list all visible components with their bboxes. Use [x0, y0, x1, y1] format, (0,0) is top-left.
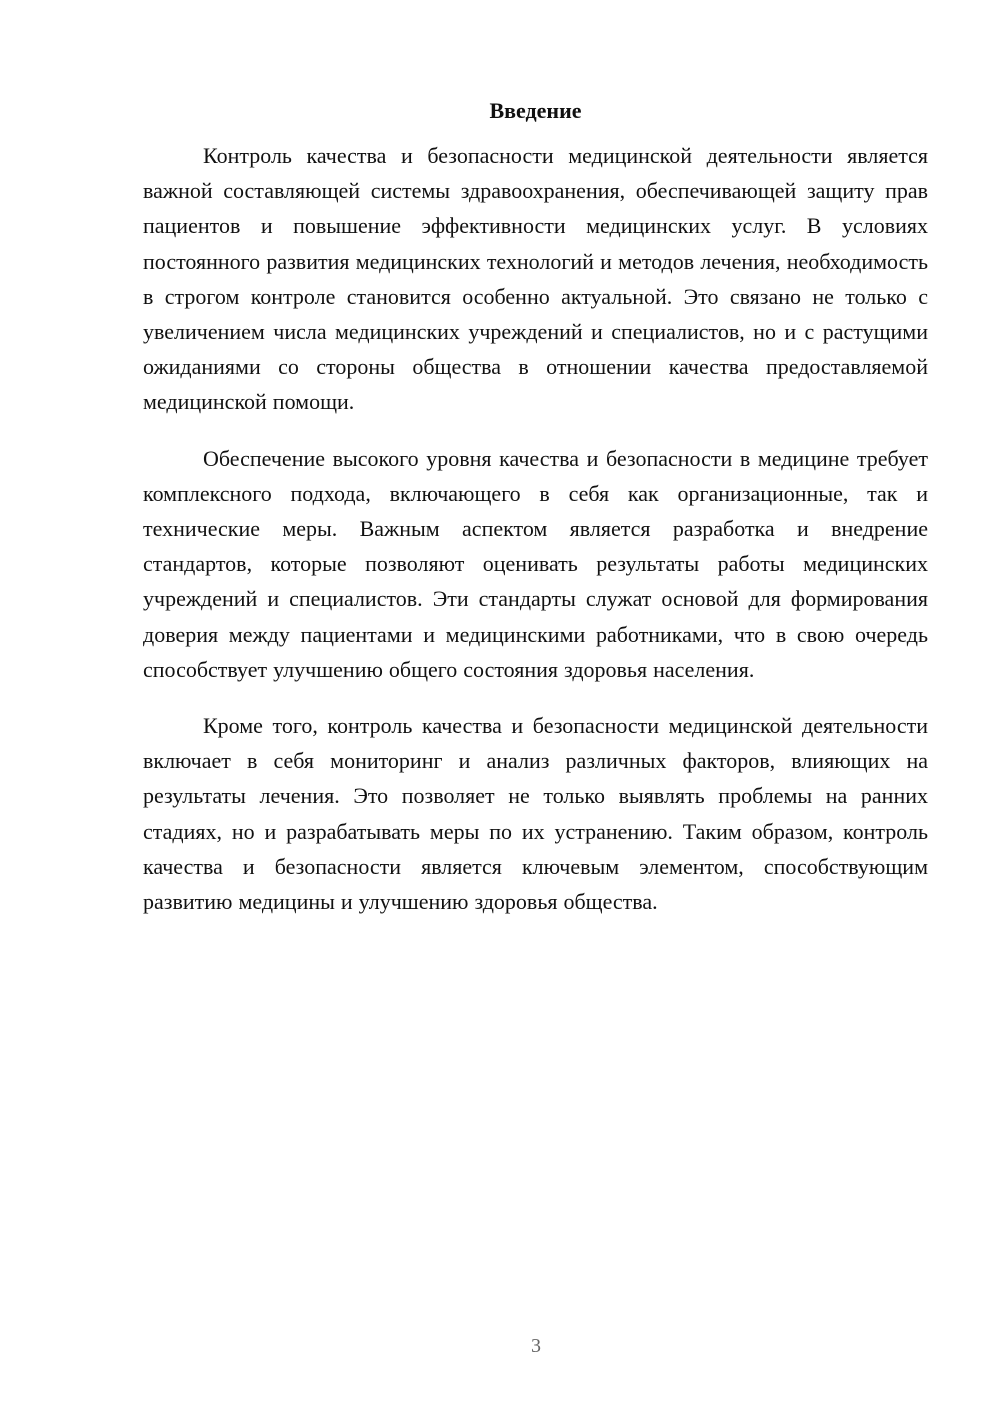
paragraph-1: Контроль качества и безопасности медицинской деятельности является важной составляющей системы здравоохранения, обеспечивающей защиту прав пациентов и повышение эффективности медицинских услуг. В условиях постоянного развития медицинских технологий и методов лечения, необходимость в строгом контроле становится особенно актуальной. Это связано не только с увеличением числа медицинских учреждений и специалистов, но и с растущими ожиданиями со стороны общества в отношении качества предоставляемой медицинской помощи. — [143, 143, 928, 415]
page-content — [143, 96, 928, 940]
page-number: 3 — [531, 1335, 541, 1357]
paragraph-2: Обеспечение высокого уровня качества и безопасности в медицине требует комплексного подхода, включающего в себя как организационные, так и технические меры. Важным аспектом является разработка и внедрение стандартов, которые позволяют оценивать результаты работы медицинских учреждений и специалистов. Эти стандарты служат основой для формирования доверия между пациентами и медицинскими работниками, что в свою очередь способствует улучшению общего состояния здоровья населения. — [143, 445, 928, 682]
paragraph-3: Кроме того, контроль качества и безопасности медицинской деятельности включает в себя мониторинг и анализ различных факторов, влияющих на результаты лечения. Это позволяет не только выявлять проблемы на ранних стадиях, но и разрабатывать меры по их устранению. Таким образом, контроль качества и безопасности является ключевым элементом, способствующим развитию медицины и улучшению здоровья общества. — [143, 713, 928, 915]
section-title: Введение — [489, 98, 582, 123]
